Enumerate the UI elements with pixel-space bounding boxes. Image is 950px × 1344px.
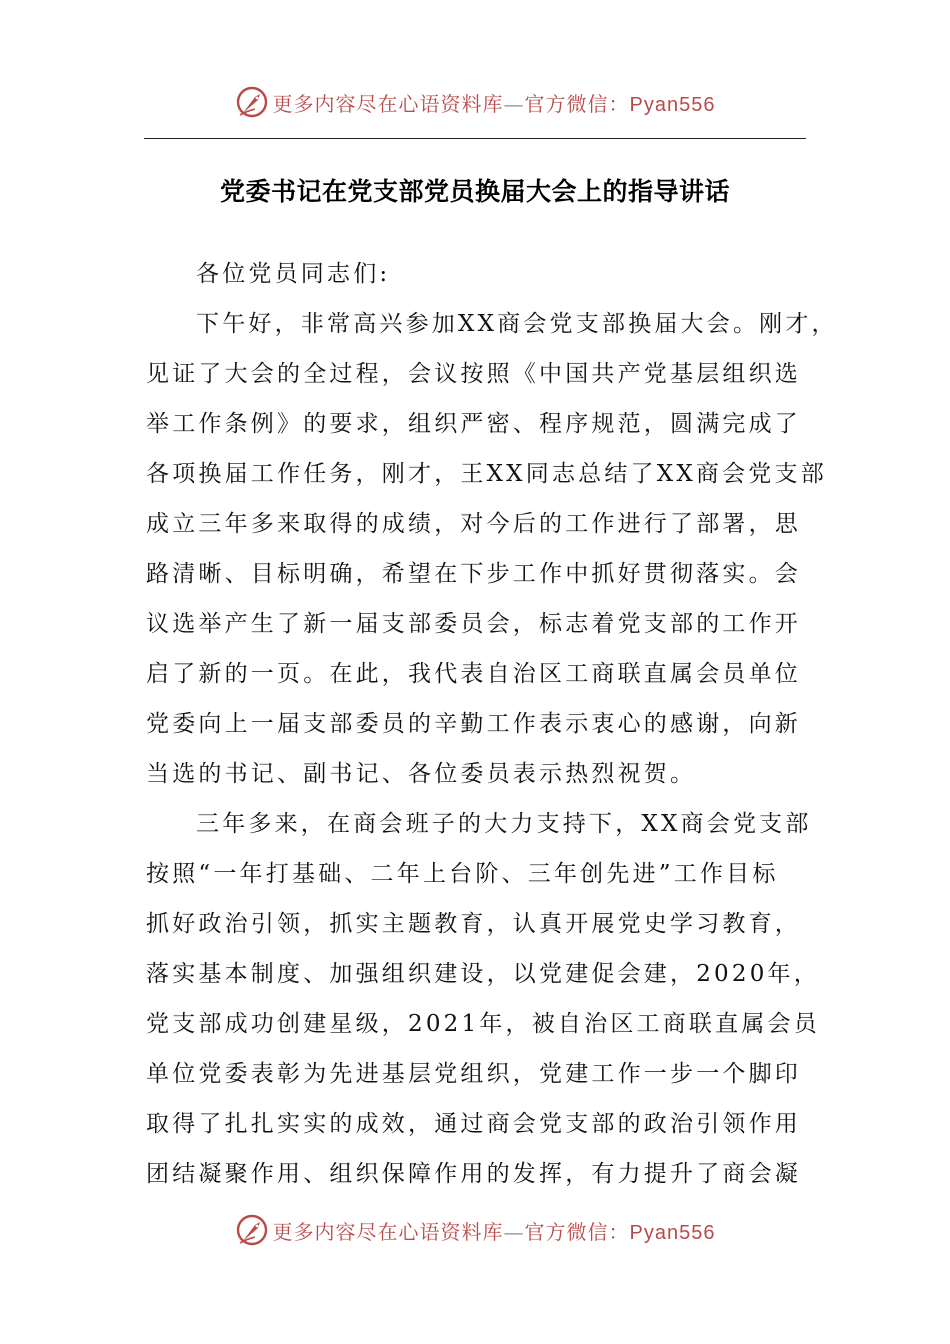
banner-separator: — <box>503 91 525 116</box>
body-line: 团结凝聚作用、组织保障作用的发挥，有力提升了商会凝 <box>146 1161 801 1187</box>
body-line: 落实基本制度、加强组织建设，以党建促会建，2020年， <box>146 961 820 987</box>
body-line: 各项换届工作任务，刚才，王XX同志总结了XX商会党支部 <box>146 461 827 487</box>
body-line: 三年多来，在商会班子的大力支持下，XX商会党支部 <box>196 811 812 837</box>
body-line: 成立三年多来取得的成绩，对今后的工作进行了部署，思 <box>146 511 801 537</box>
pen-nib-logo-icon <box>235 1213 269 1247</box>
body-line: 各位党员同志们: <box>196 261 391 287</box>
document-title: 党委书记在党支部党员换届大会上的指导讲话 <box>219 177 730 206</box>
banner-contact-label: 官方微信： <box>524 91 630 116</box>
banner-text <box>273 88 716 117</box>
banner-separator: — <box>503 1219 525 1244</box>
body-line: 举工作条例》的要求，组织严密、程序规范，圆满完成了 <box>146 411 801 437</box>
body-line: 党支部成功创建星级，2021年，被自治区工商联直属会员 <box>146 1011 820 1037</box>
banner-text <box>273 1216 716 1245</box>
body-line: 见证了大会的全过程，会议按照《中国共产党基层组织选 <box>146 361 801 387</box>
body-line: 下午好，非常高兴参加XX商会党支部换届大会。刚才， <box>196 311 838 337</box>
body-line: 路清晰、目标明确，希望在下步工作中抓好贯彻落实。会 <box>146 561 801 587</box>
pen-nib-logo-icon <box>235 85 269 119</box>
body-line: 单位党委表彰为先进基层党组织，党建工作一步一个脚印 <box>146 1061 801 1087</box>
body-line: 抓好政治引领，抓实主题教育，认真开展党史学习教育， <box>146 911 801 937</box>
header-banner <box>0 82 950 122</box>
body-line: 议选举产生了新一届支部委员会，标志着党支部的工作开 <box>146 611 801 637</box>
document-body <box>146 249 838 1199</box>
footer-banner <box>0 1210 950 1250</box>
header-divider <box>144 138 806 139</box>
body-line: 启了新的一页。在此，我代表自治区工商联直属会员单位 <box>146 661 801 687</box>
body-line: 当选的书记、副书记、各位委员表示热烈祝贺。 <box>146 761 697 787</box>
body-line: 按照“一年打基础、二年上台阶、三年创先进”工作目标 <box>146 861 779 887</box>
body-line: 取得了扎扎实实的成效，通过商会党支部的政治引领作用 <box>146 1111 801 1137</box>
banner-site-name: 更多内容尽在心语资料库 <box>272 91 504 116</box>
banner-contact-handle: Pyan556 <box>629 1221 716 1244</box>
banner-contact-handle: Pyan556 <box>629 93 716 116</box>
banner-site-name: 更多内容尽在心语资料库 <box>272 1219 504 1244</box>
banner-contact-label: 官方微信： <box>524 1219 630 1244</box>
body-line: 党委向上一届支部委员的辛勤工作表示衷心的感谢，向新 <box>146 711 801 737</box>
